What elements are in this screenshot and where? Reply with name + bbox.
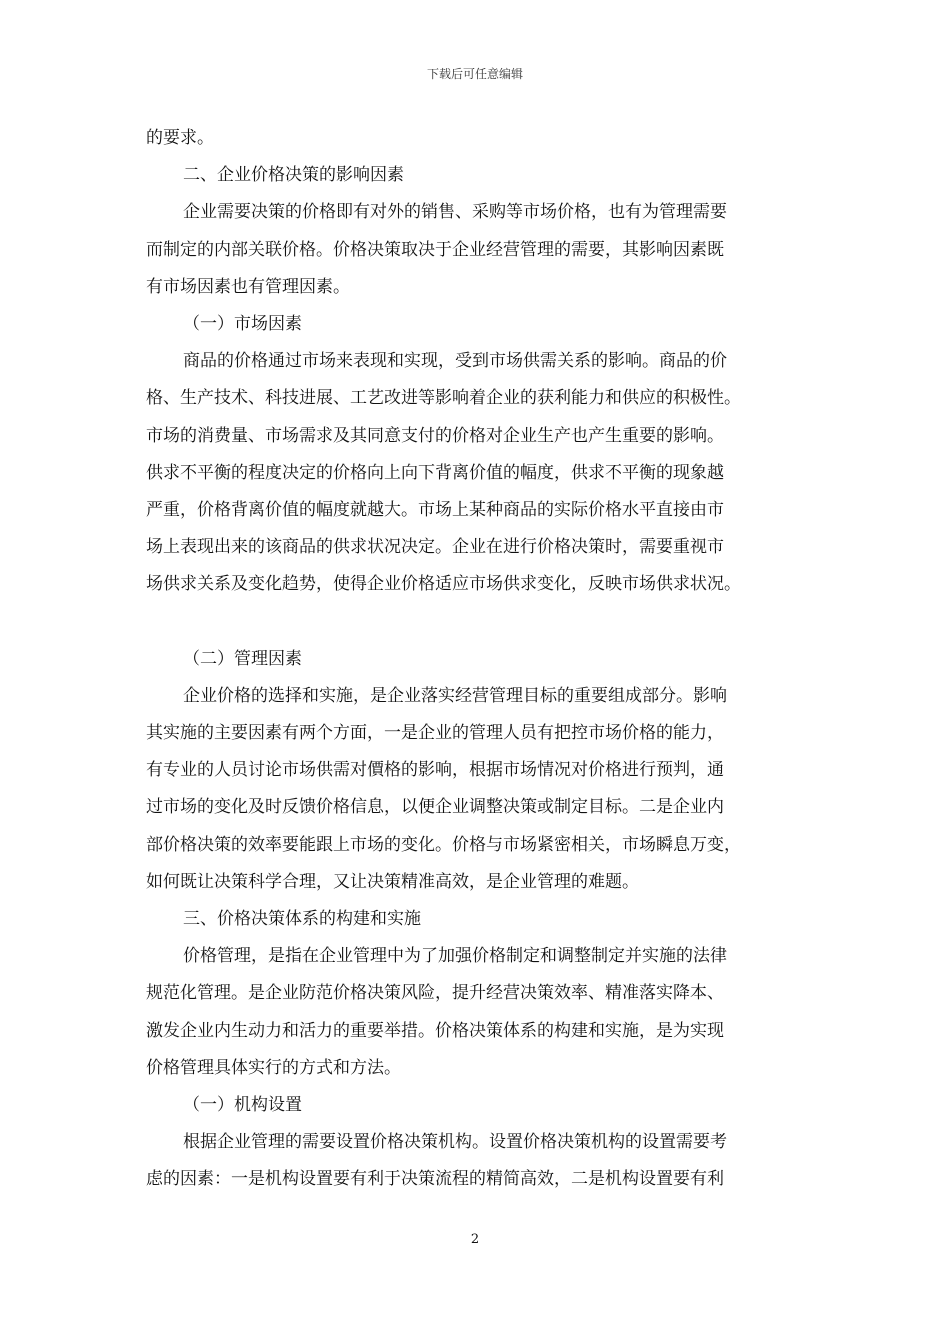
body-text-line: 有市场因素也有管理因素。	[146, 276, 350, 297]
body-text-line: 其实施的主要因素有两个方面，一是企业的管理人员有把控市场价格的能力，	[146, 723, 724, 743]
body-text-line: 虑的因素：一是机构设置要有利于决策流程的精简高效，二是机构设置要有利	[146, 1169, 724, 1190]
subsection-heading: （一）市场因素	[183, 313, 302, 334]
body-text-line: 企业需要决策的价格即有对外的销售、采购等市场价格，也有为管理需要	[183, 202, 727, 223]
body-text-line: 激发企业内生动力和活力的重要举措。价格决策体系的构建和实施，是为实现	[146, 1020, 724, 1041]
body-text-line: 价格管理具体实行的方式和方法。	[146, 1057, 401, 1078]
body-text-line: 商品的价格通过市场来表现和实现，受到市场供需关系的影响。商品的价	[183, 351, 727, 372]
body-text-line: 过市场的变化及时反馈价格信息，以便企业调整决策或制定目标。二是企业内	[146, 797, 724, 818]
body-text-line: 严重，价格背离价值的幅度就越大。市场上某种商品的实际价格水平直接由市	[146, 499, 724, 520]
body-text-line: 而制定的内部关联价格。价格决策取决于企业经营管理的需要，其影响因素既	[146, 239, 724, 260]
body-text-line: 规范化管理。是企业防范价格决策风险，提升经营决策效率、精准落实降本、	[146, 983, 724, 1004]
paragraph-gap	[146, 603, 826, 640]
section-heading: 二、企业价格决策的影响因素	[183, 165, 404, 186]
body-text-line: 企业价格的选择和实施，是企业落实经营管理目标的重要组成部分。影响	[183, 685, 727, 706]
page-header: 下载后可任意编辑	[426, 67, 523, 81]
section-heading: 三、价格决策体系的构建和实施	[183, 908, 421, 929]
body-text-line: 价格管理，是指在企业管理中为了加强价格制定和调整制定并实施的法律	[183, 946, 727, 967]
body-text-line: 的要求。	[146, 128, 214, 148]
body-text-line: 如何既让决策科学合理，又让决策精准高效，是企业管理的难题。	[146, 871, 639, 892]
body-text-line: 根据企业管理的需要设置价格决策机构。设置价格决策机构的设置需要考	[183, 1132, 727, 1153]
subsection-heading: （一）机构设置	[183, 1094, 302, 1115]
body-text-line: 场供求关系及变化趋势，使得企业价格适应市场供求变化，反映市场供求状况。	[146, 574, 741, 595]
document-body	[146, 120, 826, 1198]
subsection-heading: （二）管理因素	[183, 648, 302, 669]
page-number: 2	[470, 1232, 480, 1247]
body-text-line: 市场的消费量、市场需求及其同意支付的价格对企业生产也产生重要的影响。	[146, 425, 724, 446]
body-text-line: 供求不平衡的程度决定的价格向上向下背离价值的幅度，供求不平衡的现象越	[146, 462, 724, 483]
body-text-line: 格、生产技术、科技进展、工艺改进等影响着企业的获利能力和供应的积极性。	[146, 388, 741, 409]
body-text-line: 部价格决策的效率要能跟上市场的变化。价格与市场紧密相关，市场瞬息万变，	[146, 834, 741, 855]
body-text-line: 场上表现出来的该商品的供求状况决定。企业在进行价格决策时，需要重视市	[146, 537, 724, 558]
body-text-line: 有专业的人员讨论市场供需对價格的影响，根据市场情况对价格进行预判，通	[146, 760, 724, 781]
